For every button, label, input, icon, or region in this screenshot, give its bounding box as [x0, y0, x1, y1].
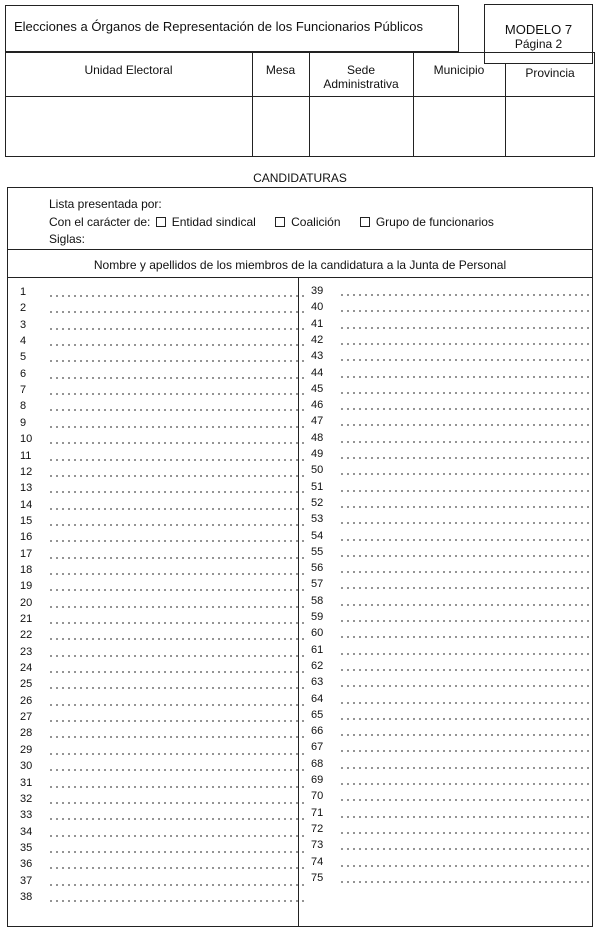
candidate-number: 36: [20, 858, 33, 871]
candidate-name-line[interactable]: [48, 557, 304, 559]
candidate-name-line[interactable]: [48, 720, 304, 722]
header-sede-line1: Sede: [346, 63, 376, 77]
candidate-name-line[interactable]: [48, 687, 304, 689]
candidate-number: 59: [311, 611, 324, 623]
candidate-name-line[interactable]: [48, 786, 304, 788]
candidate-number: 20: [20, 596, 33, 609]
candidate-name-line[interactable]: [48, 655, 304, 657]
candidate-number: 14: [20, 498, 33, 511]
list-info-divider: [7, 249, 593, 250]
candidate-name-line[interactable]: [339, 685, 591, 687]
candidate-row[interactable]: [20, 891, 304, 907]
members-header: Nombre y apellidos de los miembros de la candidatura a la Junta de Personal: [93, 258, 507, 272]
candidate-name-line[interactable]: [339, 310, 591, 312]
candidate-number: 34: [20, 825, 33, 838]
candidate-number: 69: [311, 774, 324, 786]
candidate-name-line[interactable]: [339, 636, 591, 638]
candidate-name-line[interactable]: [48, 884, 304, 886]
candidate-row[interactable]: [20, 793, 304, 809]
candidate-name-line[interactable]: [48, 736, 304, 738]
header-unidad-electoral: Unidad Electoral: [84, 63, 173, 77]
header-municipio: Municipio: [433, 63, 485, 77]
candidate-row[interactable]: [311, 693, 591, 709]
candidate-name-line[interactable]: [48, 573, 304, 575]
candidate-row[interactable]: [311, 562, 591, 578]
candidate-number: 32: [20, 792, 33, 805]
candidate-number: 54: [311, 529, 324, 542]
candidate-name-line[interactable]: [339, 359, 591, 361]
candidate-number: 4: [20, 335, 27, 348]
candidate-number: 39: [311, 285, 324, 297]
candidate-row[interactable]: [20, 580, 304, 596]
entidad-sindical-label: Entidad sindical: [171, 215, 256, 229]
candidate-row[interactable]: [20, 548, 304, 564]
candidate-name-line[interactable]: [339, 734, 591, 736]
candidate-name-line[interactable]: [339, 816, 591, 818]
candidate-name-line[interactable]: [339, 881, 591, 883]
candidate-row[interactable]: [311, 627, 591, 643]
candidate-number: 49: [311, 448, 324, 460]
candidate-row[interactable]: [20, 531, 304, 547]
candidate-number: 31: [20, 776, 33, 789]
candidate-number: 53: [311, 513, 324, 526]
candidate-number: 33: [20, 809, 33, 822]
candidate-row[interactable]: [311, 856, 591, 872]
header-sede-line2: Administrativa: [323, 77, 399, 91]
candidate-number: 8: [20, 400, 27, 413]
candidate-row[interactable]: [311, 546, 591, 562]
candidate-number: 35: [20, 841, 33, 854]
candidate-row[interactable]: [20, 515, 304, 531]
candidate-name-line[interactable]: [48, 802, 304, 804]
candidate-number: 56: [311, 562, 324, 575]
candidate-row[interactable]: [20, 662, 304, 678]
candidate-number: 66: [311, 725, 324, 738]
candidate-number: 75: [311, 871, 324, 884]
candidate-row[interactable]: [311, 790, 591, 806]
candidate-name-line[interactable]: [48, 426, 304, 428]
character-label: Con el carácter de:: [49, 215, 151, 229]
candidate-number: 61: [311, 643, 324, 656]
candidate-number: 24: [20, 662, 33, 675]
candidate-name-line[interactable]: [48, 900, 304, 902]
candidate-row[interactable]: [20, 482, 304, 498]
candidate-row[interactable]: [311, 741, 591, 757]
candidate-row[interactable]: [20, 302, 304, 318]
candidate-row[interactable]: [20, 351, 304, 367]
candidate-number: 43: [311, 350, 324, 363]
candidate-name-line[interactable]: [339, 702, 591, 704]
candidate-name-line[interactable]: [339, 376, 591, 378]
candidate-name-line[interactable]: [48, 835, 304, 837]
grupo-funcionarios-checkbox[interactable]: [360, 217, 370, 227]
candidate-number: 65: [311, 708, 324, 721]
entidad-sindical-checkbox[interactable]: [156, 217, 166, 227]
candidate-number: 47: [311, 415, 324, 428]
candidate-name-line[interactable]: [339, 408, 591, 410]
candidate-name-line[interactable]: [339, 653, 591, 655]
candidate-row[interactable]: [20, 433, 304, 449]
candidate-row[interactable]: [311, 350, 591, 366]
candidate-number: 9: [20, 416, 27, 429]
candidate-row[interactable]: [311, 644, 591, 660]
candidate-number: 15: [20, 514, 33, 527]
candidate-row[interactable]: [311, 839, 591, 855]
candidate-number: 74: [311, 855, 324, 868]
candidate-row[interactable]: [311, 285, 591, 301]
candidate-row[interactable]: [20, 858, 304, 874]
candidate-name-line[interactable]: [48, 311, 304, 313]
presented-by-label: Lista presentada por:: [49, 197, 162, 211]
candidate-number: 37: [20, 874, 33, 887]
candidate-name-line[interactable]: [48, 622, 304, 624]
character-row: [49, 215, 494, 229]
candidate-name-line[interactable]: [48, 851, 304, 853]
candidate-row[interactable]: [20, 564, 304, 580]
candidate-number: 28: [20, 727, 33, 740]
grupo-funcionarios-label: Grupo de funcionarios: [375, 215, 494, 229]
candidate-row[interactable]: [311, 318, 591, 334]
candidate-name-line[interactable]: [48, 769, 304, 771]
candidate-name-line[interactable]: [339, 848, 591, 850]
candidate-row[interactable]: [20, 727, 304, 743]
candidate-row[interactable]: [311, 334, 591, 350]
candidate-name-line[interactable]: [48, 606, 304, 608]
form-title: Elecciones a Órganos de Representación de los Funcionarios Públicos: [14, 19, 424, 34]
candidate-row[interactable]: [20, 499, 304, 515]
candidate-row[interactable]: [311, 758, 591, 774]
candidate-number: 2: [20, 302, 27, 315]
candidate-number: 27: [20, 711, 33, 724]
candidate-row[interactable]: [311, 774, 591, 790]
candidate-number: 55: [311, 545, 324, 558]
candidate-name-line[interactable]: [339, 490, 591, 492]
candidate-row[interactable]: [311, 595, 591, 611]
candidate-row[interactable]: [20, 760, 304, 776]
candidate-row[interactable]: [20, 613, 304, 629]
candidate-name-line[interactable]: [339, 799, 591, 801]
acronym-label: Siglas:: [49, 232, 86, 246]
candidate-row[interactable]: [311, 367, 591, 383]
candidate-row[interactable]: [20, 875, 304, 891]
candidate-name-line[interactable]: [48, 867, 304, 869]
candidate-row[interactable]: [20, 417, 304, 433]
candidate-row[interactable]: [311, 399, 591, 415]
candidate-row[interactable]: [20, 809, 304, 825]
candidate-number: 10: [20, 433, 33, 446]
candidate-name-line[interactable]: [339, 767, 591, 769]
candidate-name-line[interactable]: [48, 508, 304, 510]
candidate-number: 51: [311, 480, 324, 493]
header-mesa: Mesa: [265, 63, 296, 77]
candidate-row[interactable]: [20, 368, 304, 384]
candidate-number: 7: [20, 384, 27, 397]
candidate-row[interactable]: [311, 415, 591, 431]
candidate-row[interactable]: [311, 823, 591, 839]
candidate-name-line[interactable]: [339, 506, 591, 508]
candidate-number: 25: [20, 678, 33, 691]
candidate-number: 48: [311, 431, 324, 444]
candidate-row[interactable]: [20, 678, 304, 694]
candidate-row[interactable]: [20, 842, 304, 858]
candidate-number: 60: [311, 627, 324, 640]
candidate-number: 13: [20, 482, 33, 495]
candidate-name-line[interactable]: [339, 327, 591, 329]
candidate-number: 21: [20, 613, 33, 625]
candidate-name-line[interactable]: [339, 750, 591, 752]
candidate-number: 11: [20, 449, 32, 462]
candidate-name-line[interactable]: [339, 441, 591, 443]
candidate-name-line[interactable]: [48, 442, 304, 444]
candidate-row[interactable]: [20, 319, 304, 335]
candidate-number: 23: [20, 645, 33, 658]
candidate-number: 45: [311, 382, 324, 395]
candidate-row[interactable]: [20, 384, 304, 400]
candidate-name-line[interactable]: [48, 589, 304, 591]
candidate-name-line[interactable]: [48, 704, 304, 706]
candidate-number: 58: [311, 594, 324, 607]
candidate-row[interactable]: [311, 725, 591, 741]
candidate-name-line[interactable]: [339, 620, 591, 622]
candidate-number: 5: [20, 351, 27, 364]
table-header-divider: [5, 96, 595, 97]
candidate-number: 71: [311, 806, 324, 819]
candidate-number: 38: [20, 890, 33, 903]
candidate-name-line[interactable]: [48, 753, 304, 755]
candidate-number: 22: [20, 629, 33, 642]
candidate-number: 1: [20, 286, 27, 298]
candidate-name-line[interactable]: [339, 457, 591, 459]
candidate-name-line[interactable]: [339, 473, 591, 475]
candidate-number: 18: [20, 563, 33, 576]
candidate-row[interactable]: [20, 335, 304, 351]
candidate-name-line[interactable]: [339, 522, 591, 524]
candidate-row[interactable]: [311, 709, 591, 725]
candidate-number: 40: [311, 301, 324, 314]
candidate-number: 42: [311, 333, 324, 346]
candidate-name-line[interactable]: [339, 294, 591, 296]
candidate-number: 16: [20, 531, 33, 544]
candidate-row[interactable]: [311, 872, 591, 888]
candidate-number: 44: [311, 366, 324, 379]
candidate-name-line[interactable]: [339, 604, 591, 606]
candidate-row[interactable]: [20, 400, 304, 416]
candidate-name-line[interactable]: [48, 393, 304, 395]
candidate-name-line[interactable]: [48, 671, 304, 673]
candidate-row[interactable]: [311, 530, 591, 546]
candidate-number: 26: [20, 694, 33, 707]
header-title-box: [5, 5, 459, 52]
candidate-row[interactable]: [20, 597, 304, 613]
candidate-number: 29: [20, 743, 33, 756]
candidate-name-line[interactable]: [48, 638, 304, 640]
candidate-name-line[interactable]: [339, 392, 591, 394]
candidate-row[interactable]: [311, 481, 591, 497]
candidate-row[interactable]: [311, 578, 591, 594]
candidate-name-line[interactable]: [48, 295, 304, 297]
candidate-number: 52: [311, 496, 324, 509]
candidate-name-line[interactable]: [48, 491, 304, 493]
candidate-row[interactable]: [311, 676, 591, 692]
candidate-row[interactable]: [20, 646, 304, 662]
candidate-name-line[interactable]: [339, 571, 591, 573]
candidate-row[interactable]: [311, 611, 591, 627]
candidate-number: 3: [20, 318, 27, 331]
candidate-number: 72: [311, 822, 324, 835]
candidate-number: 17: [20, 547, 33, 560]
candidate-number: 6: [20, 367, 27, 380]
candidate-row[interactable]: [20, 466, 304, 482]
page-number: Página 2: [514, 37, 563, 51]
candidate-row[interactable]: [20, 695, 304, 711]
candidate-number: 62: [311, 659, 324, 672]
candidate-number: 30: [20, 760, 33, 773]
coalicion-label: Coalición: [291, 215, 341, 229]
candidate-name-line[interactable]: [48, 409, 304, 411]
candidate-number: 70: [311, 790, 324, 803]
candidate-name-line[interactable]: [339, 669, 591, 671]
candidate-row[interactable]: [311, 513, 591, 529]
candidate-number: 67: [311, 741, 324, 754]
candidate-name-line[interactable]: [339, 424, 591, 426]
members-header-divider: [7, 277, 593, 278]
section-title: CANDIDATURAS: [253, 171, 347, 185]
candidate-name-line[interactable]: [339, 832, 591, 834]
candidate-name-line[interactable]: [339, 555, 591, 557]
candidate-name-line[interactable]: [339, 343, 591, 345]
candidate-number: 50: [311, 464, 324, 477]
candidate-number: 41: [311, 317, 324, 330]
candidate-row[interactable]: [20, 711, 304, 727]
candidate-name-line[interactable]: [339, 783, 591, 785]
candidate-row[interactable]: [311, 464, 591, 480]
candidate-row[interactable]: [311, 383, 591, 399]
candidate-name-line[interactable]: [48, 328, 304, 330]
model-number: MODELO 7: [504, 22, 573, 37]
candidate-number: 68: [311, 757, 324, 770]
candidate-row[interactable]: [311, 807, 591, 823]
candidate-name-line[interactable]: [48, 377, 304, 379]
candidate-row[interactable]: [20, 777, 304, 793]
candidate-name-line[interactable]: [339, 718, 591, 720]
candidate-number: 19: [20, 580, 33, 593]
candidate-name-line[interactable]: [339, 587, 591, 589]
candidate-number: 63: [311, 676, 324, 689]
candidate-row[interactable]: [311, 432, 591, 448]
candidate-name-line[interactable]: [48, 818, 304, 820]
candidate-name-line[interactable]: [339, 539, 591, 541]
candidate-row[interactable]: [20, 450, 304, 466]
candidate-number: 57: [311, 578, 324, 591]
candidate-number: 12: [20, 465, 33, 478]
candidate-name-line[interactable]: [48, 475, 304, 477]
candidate-name-line[interactable]: [48, 360, 304, 362]
candidate-name-line[interactable]: [339, 865, 591, 867]
candidate-row[interactable]: [20, 286, 304, 302]
candidate-number: 46: [311, 399, 324, 412]
candidate-row[interactable]: [311, 660, 591, 676]
candidate-row[interactable]: [311, 497, 591, 513]
candidate-name-line[interactable]: [48, 540, 304, 542]
candidate-number: 64: [311, 692, 324, 705]
candidate-name-line[interactable]: [48, 459, 304, 461]
coalicion-checkbox[interactable]: [275, 217, 285, 227]
header-provincia: Provincia: [525, 66, 575, 80]
candidate-row[interactable]: [20, 629, 304, 645]
candidate-row[interactable]: [20, 744, 304, 760]
candidate-row[interactable]: [311, 448, 591, 464]
candidate-name-line[interactable]: [48, 524, 304, 526]
candidate-row[interactable]: [311, 301, 591, 317]
candidate-number: 73: [311, 839, 324, 852]
candidate-name-line[interactable]: [48, 344, 304, 346]
candidate-row[interactable]: [20, 826, 304, 842]
